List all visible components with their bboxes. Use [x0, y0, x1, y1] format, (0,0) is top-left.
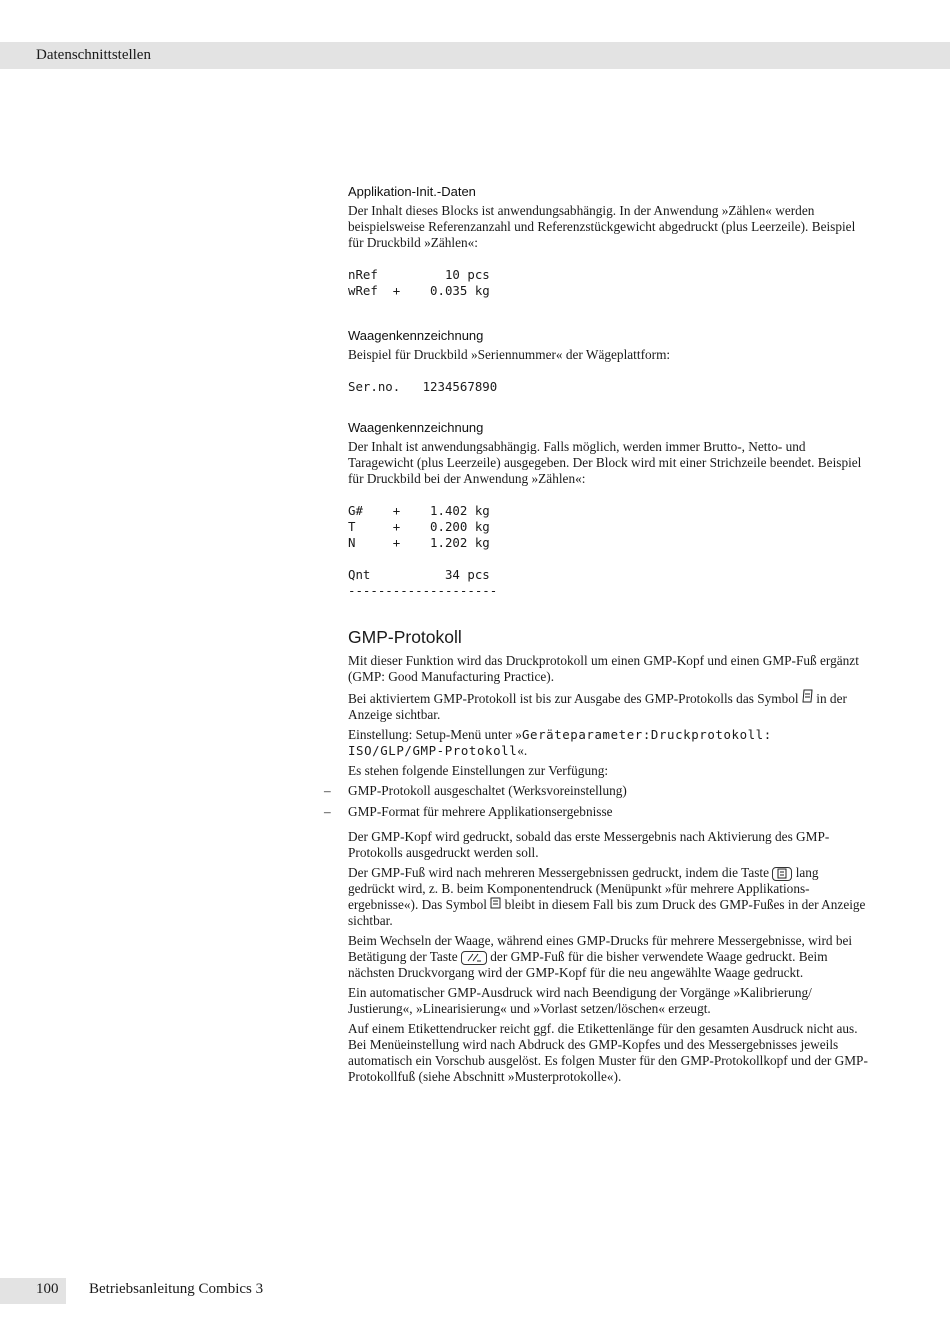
list-item-text: GMP-Format für mehrere Applikationsergebnisse	[348, 804, 613, 819]
scale-id-text: Beispiel für Druckbild »Seriennummer« der Wägeplattform:	[348, 347, 671, 362]
manual-title: Betriebsanleitung Combics 3	[89, 1281, 264, 1297]
gmp-paragraph-7	[348, 933, 868, 981]
scale-switch-key-icon	[461, 951, 487, 965]
page-number: 100	[36, 1281, 59, 1297]
section-title: Datenschnittstellen	[36, 47, 151, 63]
app-init-text: Der Inhalt dieses Blocks ist anwendungsabhängig. In der Anwendung »Zählen« werden beispielsweise Referenzanzahl und Referenzstückgewicht abgedruckt (plus Leerzeile). Beispiel für Druckbild »Zählen«:	[348, 203, 856, 250]
gmp-paragraph-3-part-a: Einstellung: Setup-Menü unter »	[348, 727, 522, 742]
scale-id-print-sample: Ser.no. 1234567890	[348, 379, 498, 394]
page-content	[324, 184, 868, 1089]
scale-id-2-text: Der Inhalt ist anwendungsabhängig. Falls möglich, werden immer Brutto-, Netto- und Taragewicht (plus Leerzeile) ausgegeben. Der Block wird mit einer Strichzeile beendet. Beispiel für Druckbild bei der Anwendung »Zählen«:	[348, 439, 862, 486]
gmp-options-list	[324, 783, 868, 820]
app-init-print-sample: nRef 10 pcs wRef + 0.035 kg	[348, 267, 490, 298]
gmp-paragraph-6-part-a: Der GMP-Fuß wird nach mehreren Messergebnissen gedruckt, indem die Taste	[348, 865, 770, 880]
gmp-display-symbol-icon	[490, 897, 501, 913]
scale-id-2-print-sample: G# + 1.402 kg T + 0.200 kg N + 1.202 kg Qnt 34 pcs --------------------	[348, 503, 498, 598]
gmp-paragraph-2	[348, 689, 868, 723]
list-dash: –	[324, 804, 331, 819]
gmp-paragraph-9: Auf einem Etikettendrucker reicht ggf. die Etikettenlänge für den gesamten Ausdruck nicht aus. Bei Menüeinstellung wird nach Abdruck des GMP-Kopfes und des Messergebnisses jeweils automatisch ein Vorschub ausgelöst. Es folgen Muster für den GMP-Protokollkopf und der GMP-Protokollfuß (siehe Abschnitt »Musterprotokolle«).	[348, 1021, 868, 1084]
print-key-icon	[772, 867, 792, 881]
gmp-paragraph-2-part-b: in der Anzeige sichtbar.	[348, 691, 847, 722]
list-item	[324, 783, 868, 799]
setup-menu-path: Geräteparameter:Druckprotokoll: ISO/GLP/GMP-Protokoll	[348, 727, 772, 758]
gmp-paragraph-4: Es stehen folgende Einstellungen zur Verfügung:	[348, 763, 609, 778]
gmp-paragraph-7-part-b: der GMP-Fuß für die bisher verwendete Waage gedruckt. Beim nächsten Druckvorgang wird der GMP-Kopf für die neu angewählte Waage gedruckt.	[348, 949, 828, 980]
gmp-paragraph-8: Ein automatischer GMP-Ausdruck wird nach Beendigung der Vorgänge »Kalibrierung/ Justierung«, »Linearisierung« und »Vorlast setzen/löschen« erzeugt.	[348, 985, 812, 1016]
list-item-text: GMP-Protokoll ausgeschaltet (Werksvoreinstellung)	[348, 783, 627, 798]
gmp-paragraph-3	[348, 727, 868, 759]
gmp-paragraph-6-part-b: lang gedrückt wird, z. B. beim Komponentendruck (Menüpunkt »für mehrere Applikationsergebnisse«). Das Symbol	[348, 865, 819, 912]
gmp-display-symbol-icon	[802, 689, 813, 707]
gmp-paragraph-2-part-a: Bei aktiviertem GMP-Protokoll ist bis zur Ausgabe des GMP-Protokolls das Symbol	[348, 691, 799, 706]
heading-scale-id-2: Waagenkennzeichnung	[348, 420, 484, 435]
heading-scale-id: Waagenkennzeichnung	[348, 328, 484, 343]
list-item	[324, 804, 868, 820]
list-dash: –	[324, 783, 331, 798]
gmp-title: GMP-Protokoll	[348, 627, 462, 647]
gmp-paragraph-5: Der GMP-Kopf wird gedruckt, sobald das erste Messergebnis nach Aktivierung des GMP-Protokolls ausgedruckt werden soll.	[348, 829, 830, 860]
gmp-paragraph-1: Mit dieser Funktion wird das Druckprotokoll um einen GMP-Kopf und einen GMP-Fuß ergänzt (GMP: Good Manufacturing Practice).	[348, 653, 859, 684]
gmp-paragraph-6	[348, 865, 868, 929]
gmp-paragraph-3-part-b: «.	[517, 743, 528, 758]
gmp-paragraph-7-part-a: Beim Wechseln der Waage, während eines GMP-Drucks für mehrere Messergebnisse, wird bei Betätigung der Taste	[348, 933, 853, 964]
gmp-paragraph-6-part-c: bleibt in diesem Fall bis zum Druck des GMP-Fußes in der Anzeige sichtbar.	[348, 897, 866, 928]
heading-app-init: Applikation-Init.-Daten	[348, 184, 476, 199]
